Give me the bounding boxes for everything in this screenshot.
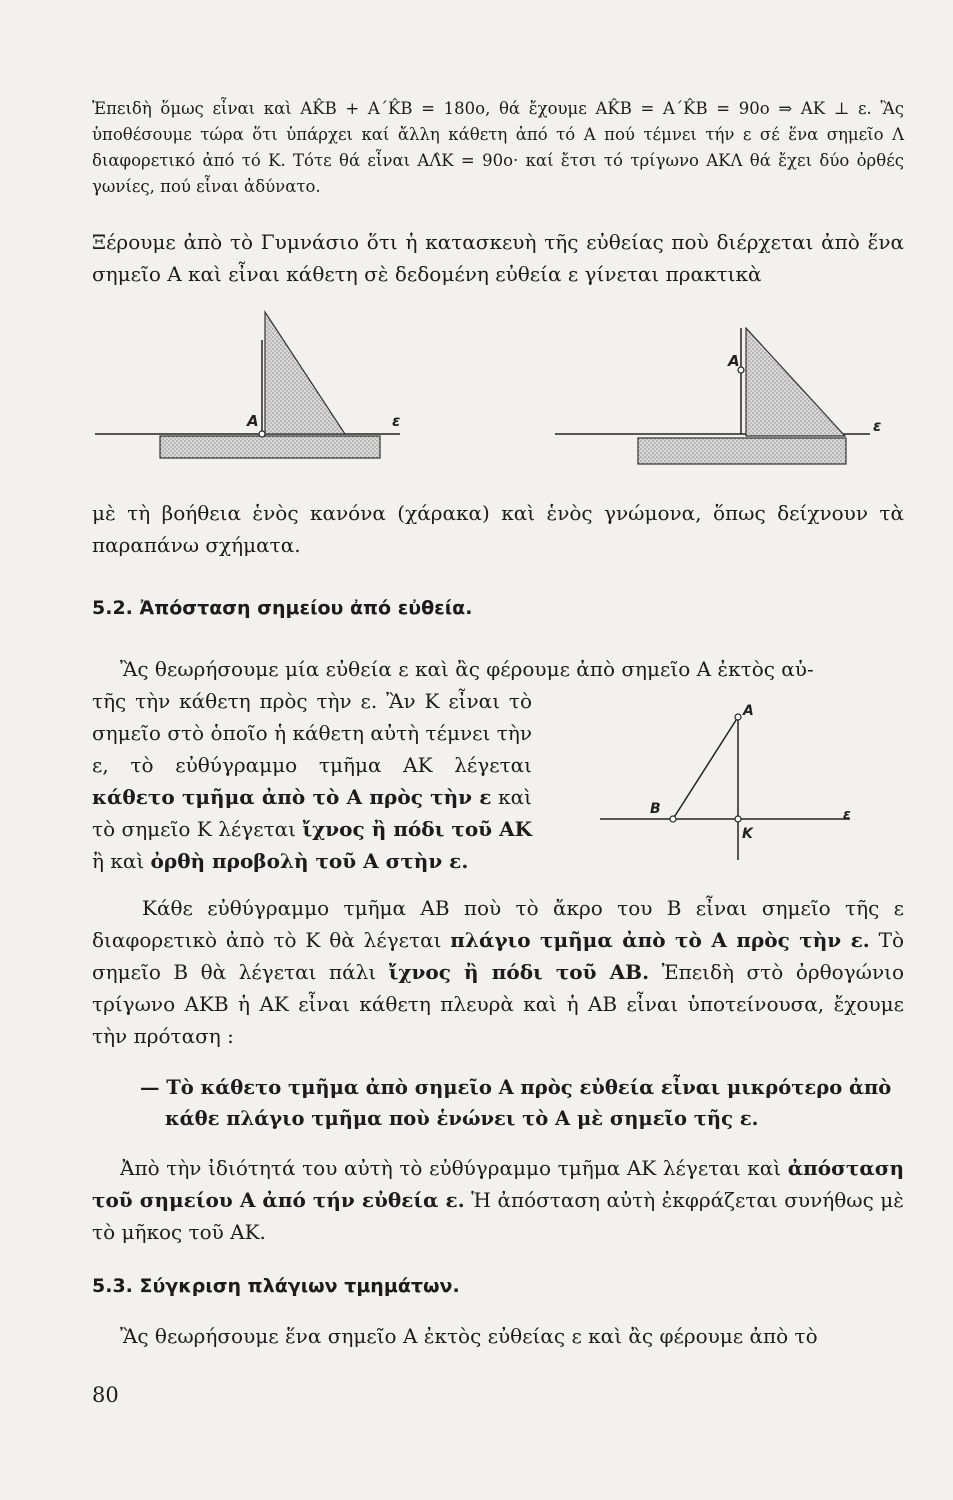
oblique-segment-paragraph xyxy=(92,892,904,1052)
construction-figures xyxy=(0,300,953,480)
ruler-left xyxy=(160,436,380,458)
label-a: Α xyxy=(743,703,754,719)
proposition xyxy=(140,1072,904,1134)
term-trace: ἴχνος ἢ πόδι τοῦ ΑΚ xyxy=(302,817,532,841)
label-a-right: Α xyxy=(728,352,740,370)
label-a-left: Α xyxy=(247,412,259,430)
perpendicular-oblique-figure xyxy=(590,695,890,865)
oblique-text-c: Ἐπειδὴ στὸ ὀρθογώνιο τρίγωνο ΑΚΒ ἡ ΑΚ εἶναι κάθετη πλευρὰ καὶ ἡ ΑΒ εἶναι ὑποτείνουσα, ἔχουμε τὴν πρόταση : xyxy=(92,960,904,1048)
section-heading-5-3: 5.3. Σύγκριση πλάγιων τμημάτων. xyxy=(92,1275,460,1297)
term-perpendicular-segment: κάθετο τμῆμα ἀπὸ τὸ Α πρὸς τὴν ε xyxy=(92,785,492,809)
figure-ruler-left xyxy=(95,312,400,458)
set-square-left xyxy=(265,312,345,434)
gymnasium-construction-paragraph: Ξέρουμε ἀπὸ τὸ Γυμνάσιο ὅτι ἡ κατασκευὴ τῆς εὐθείας ποὺ διέρχεται ἀπὸ ἕνα σημεῖο Α καὶ εἶναι κάθετη σὲ δεδομένη εὐθεία ε γίνεται πρακτικὰ xyxy=(92,230,904,286)
point-a xyxy=(735,714,741,720)
label-k: Κ xyxy=(742,826,753,842)
distance-paragraph-line1: Ἂς θεωρήσουμε μία εὐθεία ε καὶ ἂς φέρουμε ἀπὸ σημεῖο Α ἐκτὸς αὐ- xyxy=(120,657,814,681)
distance-def-text-b: Ἡ ἀπόσταση αὐτὴ ἐκφράζεται συνήθως μὲ τὸ μῆκος τοῦ ΑΚ. xyxy=(92,1188,904,1244)
proposition-line1: — Τὸ κάθετο τμῆμα ἀπὸ σημεῖο Α πρὸς εὐθεία εἶναι μικρότερο ἀπὸ xyxy=(140,1076,892,1099)
set-square-right xyxy=(746,328,845,436)
distance-text-a: τῆς τὴν κάθετη πρὸς τὴν ε. Ἂν Κ εἶναι τὸ σημεῖο στὸ ὁποῖο ἡ κάθετη αὐτὴ τέμνει τὴν ε, τὸ εὐθύγραμμο τμῆμα ΑΚ λέγεται xyxy=(92,689,532,777)
label-epsilon: ε xyxy=(843,807,851,823)
label-epsilon-right: ε xyxy=(873,417,882,435)
term-trace-ab: ἴχνος ἢ πόδι τοῦ ΑΒ. xyxy=(388,960,650,984)
distance-def-text-a: Ἀπὸ τὴν ἰδιότητά του αὐτὴ τὸ εὐθύγραμμο τμῆμα ΑΚ λέγεται καὶ xyxy=(120,1156,788,1180)
section-heading-5-2: 5.2. Ἀπόσταση σημείου ἀπό εὐθεία. xyxy=(92,597,473,619)
label-b: Β xyxy=(650,801,661,817)
ruler-right xyxy=(638,438,846,464)
intro-proof-paragraph: Ἐπειδὴ ὅμως εἶναι καὶ ΑK̂Β + Α΄K̂Β = 180ο, θά ἔχουμε ΑK̂Β = Α΄K̂Β = 90ο ⇒ ΑΚ ⊥ ε. Ἂς ὑποθέσουμε τώρα ὅτι ὑπάρχει καί ἄλλη κάθετη ἀπό τό Α πού τέμνει τήν ε σέ ἕνα σημεῖο Λ διαφορετικό ἀπό τό Κ. Τότε θά εἶναι ΑΛ̂Κ = 90ο· καί ἔτσι τό τρίγωνο ΑΚΛ θά ἔχει δύο ὀρθές γωνίες, πού εἶναι ἀδύνατο. xyxy=(92,99,904,196)
oblique-text-a: Κάθε εὐθύγραμμο τμῆμα ΑΒ ποὺ τὸ ἄκρο του Β εἶναι σημεῖο τῆς ε διαφορετικὸ ἀπὸ τὸ Κ θὰ λέγεται xyxy=(92,896,904,952)
term-orthogonal-projection: ὀρθὴ προβολὴ τοῦ Α στὴν ε. xyxy=(150,849,469,873)
tools-paragraph: μὲ τὴ βοήθεια ἑνὸς κανόνα (χάρακα) καὶ ἑνὸς γνώμονα, ὅπως δείχνουν τὰ παραπάνω σχήματα. xyxy=(92,501,904,557)
distance-text-c: ἢ καὶ xyxy=(92,849,151,873)
distance-text-b: καὶ τὸ σημεῖο Κ λέγεται xyxy=(92,785,532,841)
figure-ruler-right xyxy=(555,328,881,464)
distance-definition-paragraph xyxy=(92,1152,904,1248)
point-b xyxy=(670,816,676,822)
proposition-line2: κάθε πλάγιο τμῆμα ποὺ ἑνώνει τὸ Α μὲ σημεῖο τῆς ε. xyxy=(165,1107,759,1130)
oblique-text-b: Τὸ σημεῖο Β θὰ λέγεται πάλι xyxy=(92,928,904,984)
point-a-left xyxy=(259,431,265,437)
page-number: 80 xyxy=(92,1383,119,1407)
point-k xyxy=(735,816,741,822)
distance-paragraph-definition xyxy=(92,685,532,877)
segment-ab xyxy=(673,717,738,819)
comparison-paragraph: Ἂς θεωρήσουμε ἕνα σημεῖο Α ἐκτὸς εὐθείας ε καὶ ἂς φέρουμε ἀπὸ τὸ xyxy=(120,1324,818,1348)
term-distance: ἀπόσταση τοῦ σημείου Α ἀπό τήν εὐθεία ε. xyxy=(92,1156,904,1212)
term-oblique-segment: πλάγιο τμῆμα ἀπὸ τὸ Α πρὸς τὴν ε. xyxy=(450,928,870,952)
label-epsilon-left: ε xyxy=(392,412,401,430)
